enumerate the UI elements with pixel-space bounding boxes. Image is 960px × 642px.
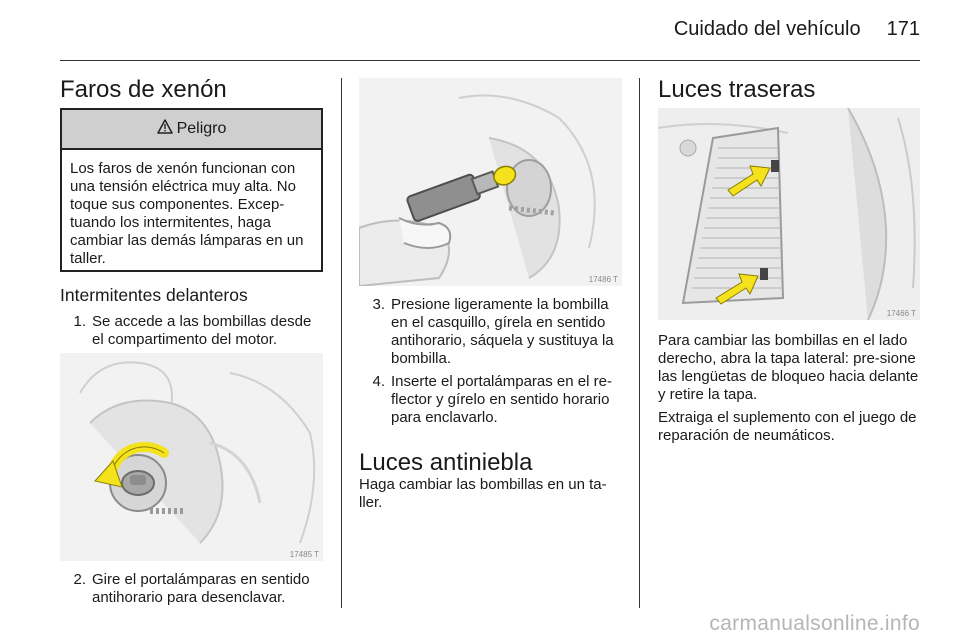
column-divider-2 [639,78,640,608]
illustration-side-cover-tabs [658,108,920,320]
step-number: 3. [372,296,385,313]
step-text: Gire el portalámparas en sentido antihorario para desenclavar. [92,571,310,606]
step-text: Inserte el portalámparas en el re-flector y gírelo en sentido horario para enclavarlo. [391,373,612,426]
step-2 [60,571,326,607]
section-heading-xenon: Faros de xenón [60,76,227,103]
figure-number: 17466 T [886,309,916,318]
warning-triangle-icon [157,119,173,139]
warning-header [62,110,321,150]
fog-lights-text: Haga cambiar las bombillas en un ta-ller. [359,476,607,511]
watermark: carmanualsonline.info [709,612,920,635]
figure-bulb-replacement [359,78,622,286]
step-3 [359,296,625,368]
subheading-turn-signals: Intermitentes delanteros [60,285,248,305]
section-title: Cuidado del vehículo [673,18,861,40]
column-divider-1 [341,78,342,608]
tail-lights-paragraph-2: Extraiga el suplemento con el juego de reparación de neumáticos. [658,409,917,444]
section-heading-fog-lights: Luces antiniebla [359,449,533,476]
illustration-bulb-holder-rotation [60,353,323,561]
step-number: 4. [372,373,385,390]
illustration-bulb-in-holder [359,78,622,286]
page-number: 171 [886,18,920,40]
figure-turn-signal-bulb-holder [60,353,323,561]
step-4 [359,373,625,427]
step-text: Presione ligeramente la bombilla en el casquillo, gírela en sentido antihorario, sáquela y sustituya la bombilla. [391,296,614,367]
header-rule [60,60,920,61]
section-heading-tail-lights: Luces traseras [658,76,816,103]
warning-text: Los faros de xenón funcionan con una tensión eléctrica muy alta. No toque sus componentes. Excep-tuando los intermitentes, haga cambiar las demás lámparas en un taller. [70,160,304,267]
figure-number: 17485 T [289,550,319,559]
figure-side-cover [658,108,920,320]
figure-number: 17486 T [588,275,618,284]
step-number: 1. [73,313,86,330]
running-header [674,18,920,41]
warning-heading: Peligro [176,120,227,137]
warning-box [60,108,323,272]
step-text: Se accede a las bombillas desde el compartimento del motor. [92,313,312,348]
tail-lights-paragraph-1: Para cambiar las bombillas en el lado derecho, abra la tapa lateral: pre-sione las lengüetas de bloqueo hacia delante y retire la tapa. [658,332,919,403]
step-number: 2. [73,571,86,588]
step-1 [60,313,326,349]
